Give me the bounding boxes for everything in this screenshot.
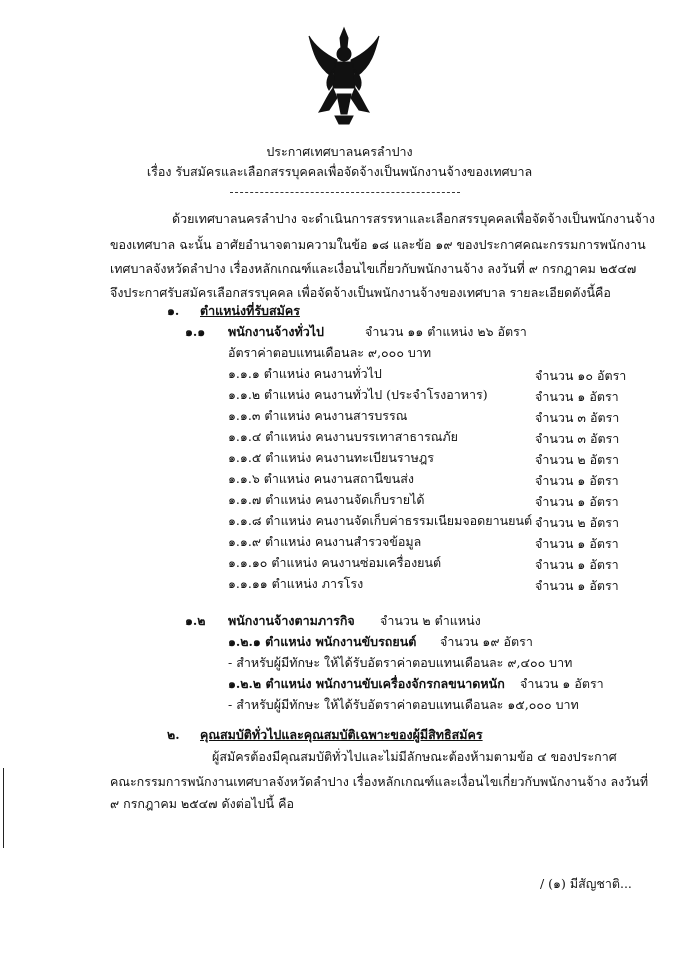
section2-line: ผู้สมัครต้องมีคุณสมบัติทั่วไปและไม่มีลักษณะต้องห้ามตามข้อ ๔ ของประกาศ (212, 749, 617, 764)
sub1-title: พนักงานจ้างทั่วไป (228, 324, 324, 339)
position-count: จำนวน ๑๐ อัตรา (535, 368, 627, 383)
garuda-emblem-icon (307, 26, 381, 126)
section1-heading: ตำแหน่งที่รับสมัคร (200, 303, 300, 318)
position-label: ๑.๑.๔ ตำแหน่ง คนงานบรรเทาสาธารณภัย (228, 429, 458, 444)
sub2-summary: จำนวน ๒ ตำแหน่ง (380, 613, 481, 628)
header-divider (230, 192, 460, 193)
mission-position-count: จำนวน ๑ อัตรา (520, 676, 604, 691)
position-count: จำนวน ๑ อัตรา (535, 473, 619, 488)
position-label: ๑.๑.๑๐ ตำแหน่ง คนงานซ่อมเครื่องยนต์ (228, 555, 442, 570)
position-label: ๑.๑.๒ ตำแหน่ง คนงานทั่วไป (ประจำโรงอาหาร) (228, 387, 488, 402)
position-label: ๑.๑.๑ ตำแหน่ง คนงานทั่วไป (228, 366, 382, 381)
section2-heading: คุณสมบัติทั่วไปและคุณสมบัติเฉพาะของผู้มีสิทธิสมัคร (200, 727, 483, 742)
mission-position-note: - สำหรับผู้มีทักษะ ให้ได้รับอัตราค่าตอบแทนเดือนละ ๙,๔๐๐ บาท (228, 655, 573, 670)
position-label: ๑.๑.๑๑ ตำแหน่ง ภารโรง (228, 576, 364, 591)
position-label: ๑.๑.๘ ตำแหน่ง คนงานจัดเก็บค่าธรรมเนียมจอดยานยนต์ (228, 513, 533, 528)
sub1-number: ๑.๑ (185, 324, 206, 339)
position-count: จำนวน ๓ อัตรา (535, 431, 620, 446)
position-count: จำนวน ๒ อัตรา (535, 515, 619, 530)
section2-line: ๙ กรกฎาคม ๒๕๔๗ ดังต่อไปนี้ คือ (110, 796, 294, 811)
position-label: ๑.๑.๗ ตำแหน่ง คนงานจัดเก็บรายได้ (228, 492, 425, 507)
sub2-number: ๑.๒ (185, 613, 206, 628)
position-count: จำนวน ๑ อัตรา (535, 494, 619, 509)
position-label: ๑.๑.๙ ตำแหน่ง คนงานสำรวจข้อมูล (228, 534, 422, 549)
position-count: จำนวน ๑ อัตรา (535, 578, 619, 593)
position-label: ๑.๑.๕ ตำแหน่ง คนงานทะเบียนราษฎร (228, 450, 434, 465)
mission-position-label: ๑.๒.๒ ตำแหน่ง พนักงานขับเครื่องจักรกลขนาดหนัก (228, 676, 505, 691)
intro-line: จึงประกาศรับสมัครเลือกสรรบุคคล เพื่อจัดจ้างเป็นพนักงานจ้างของเทศบาล รายละเอียดดังนี้คือ (110, 285, 611, 300)
sub1-pay: อัตราค่าตอบแทนเดือนละ ๙,๐๐๐ บาท (228, 345, 432, 360)
announcement-title: ประกาศเทศบาลนครลำปาง (266, 144, 413, 159)
mission-position-label: ๑.๒.๑ ตำแหน่ง พนักงานขับรถยนต์ (228, 634, 417, 649)
sub2-title: พนักงานจ้างตามภารกิจ (228, 613, 355, 628)
position-label: ๑.๑.๖ ตำแหน่ง คนงานสถานีขนส่ง (228, 471, 414, 486)
position-count: จำนวน ๑ อัตรา (535, 536, 619, 551)
sub1-summary: จำนวน ๑๑ ตำแหน่ง ๒๖ อัตรา (365, 324, 527, 339)
mission-position-count: จำนวน ๑๙ อัตรา (440, 634, 533, 649)
position-count: จำนวน ๑ อัตรา (535, 389, 619, 404)
intro-line: ด้วยเทศบาลนครลำปาง จะดำเนินการสรรหาและเลือกสรรบุคคลเพื่อจัดจ้างเป็นพนักงานจ้าง (172, 211, 655, 226)
announcement-subject: เรื่อง รับสมัครและเลือกสรรบุคคลเพื่อจัดจ้างเป็นพนักงานจ้างของเทศบาล (146, 164, 533, 179)
intro-line: ของเทศบาล ฉะนั้น อาศัยอำนาจตามความในข้อ ๑๘ และข้อ ๑๙ ของประกาศคณะกรรมการพนักงาน (110, 237, 646, 252)
position-count: จำนวน ๑ อัตรา (535, 557, 619, 572)
position-label: ๑.๑.๓ ตำแหน่ง คนงานสารบรรณ (228, 408, 408, 423)
section2-line: คณะกรรมการพนักงานเทศบาลจังหวัดลำปาง เรื่องหลักเกณฑ์และเงื่อนไขเกี่ยวกับพนักงานจ้าง ลงวันที่ (110, 774, 649, 789)
intro-line: เทศบาลจังหวัดลำปาง เรื่องหลักเกณฑ์และเงื่อนไขเกี่ยวกับพนักงานจ้าง ลงวันที่ ๙ กรกฎาคม ๒๕๔๗ (110, 261, 637, 276)
position-count: จำนวน ๒ อัตรา (535, 452, 619, 467)
continuation-note: / (๑) มีสัญชาติ... (540, 876, 632, 891)
scan-margin-mark (3, 768, 4, 848)
section1-number: ๑. (167, 303, 180, 318)
mission-position-note: - สำหรับผู้มีทักษะ ให้ได้รับอัตราค่าตอบแทนเดือนละ ๑๕,๐๐๐ บาท (228, 697, 579, 712)
section2-number: ๒. (167, 727, 180, 742)
position-count: จำนวน ๓ อัตรา (535, 410, 620, 425)
